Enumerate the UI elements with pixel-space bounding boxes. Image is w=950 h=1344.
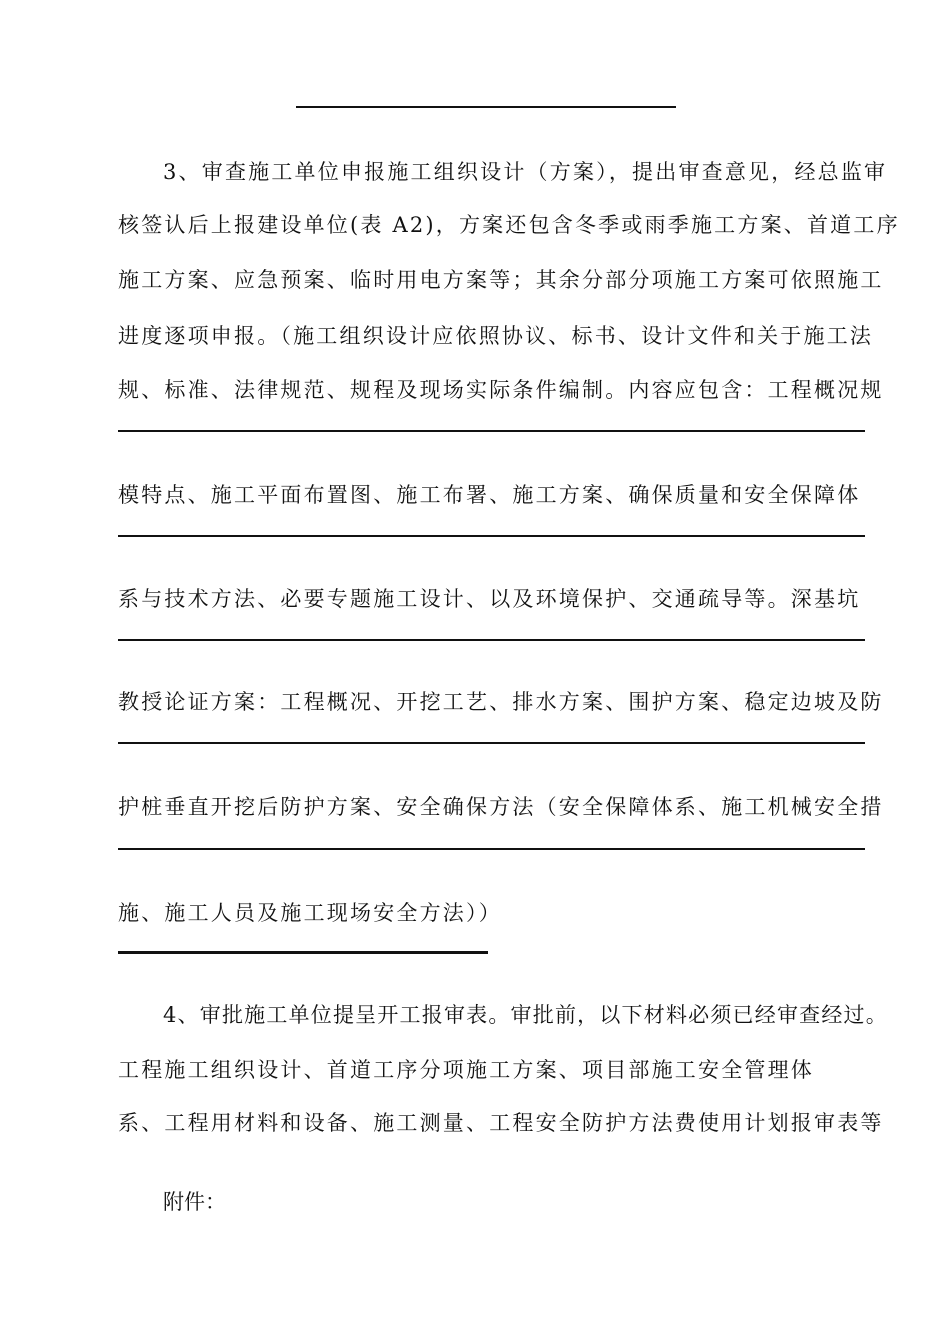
para3-line-2: 核签认后上报建设单位(表 A2)，方案还包含冬季或雨季施工方案、首道工序 — [118, 213, 900, 237]
para3-line-10: 施、施工人员及施工现场安全方法）） — [118, 901, 502, 925]
para3-line-9: 护桩垂直开挖后防护方案、安全确保方法（安全保障体系、施工机械安全措 — [118, 795, 884, 819]
attachment-label: 附件： — [163, 1190, 226, 1214]
para3-line-7: 系与技术方法、必要专题施工设计、以及环境保护、交通疏导等。深基坑 — [118, 587, 861, 611]
underline-rule-3 — [118, 639, 865, 641]
para3-line-4: 进度逐项申报。（施工组织设计应依照协议、标书、设计文件和关于施工法 — [118, 324, 874, 348]
underline-rule-2 — [118, 535, 865, 537]
underline-rule-1 — [118, 430, 865, 432]
para3-line-6: 模特点、施工平面布置图、施工布署、施工方案、确保质量和安全保障体 — [118, 483, 861, 507]
underline-rule-6 — [118, 951, 488, 954]
top-rule — [296, 106, 676, 108]
para3-line-5: 规、标准、法律规范、规程及现场实际条件编制。内容应包含：工程概况规 — [118, 378, 884, 402]
para4-line-2: 工程施工组织设计、首道工序分项施工方案、项目部施工安全管理体 — [118, 1058, 814, 1082]
para3-line-3: 施工方案、应急预案、临时用电方案等；其余分部分项施工方案可依照施工 — [118, 268, 884, 292]
para3-line-1: 3、审查施工单位申报施工组织设计（方案），提出审查意见，经总监审 — [163, 160, 888, 184]
para4-line-1: 4、审批施工单位提呈开工报审表。审批前，以下材料必须已经审查经过。 — [163, 1003, 888, 1027]
underline-rule-5 — [118, 848, 865, 850]
underline-rule-4 — [118, 742, 865, 744]
para3-line-8: 教授论证方案：工程概况、开挖工艺、排水方案、围护方案、稳定边坡及防 — [118, 690, 884, 714]
para4-line-3: 系、工程用材料和设备、施工测量、工程安全防护方法费使用计划报审表等 — [118, 1111, 884, 1135]
